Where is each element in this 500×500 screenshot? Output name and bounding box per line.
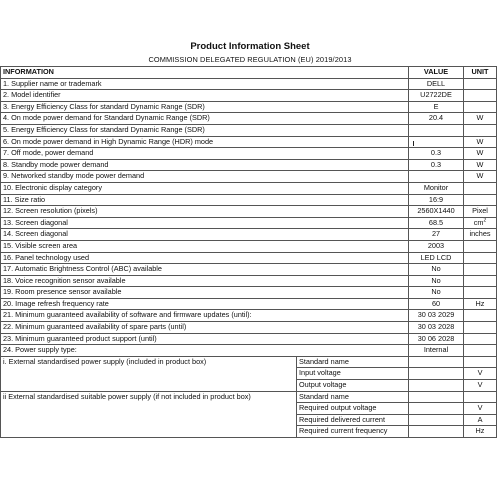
row-unit: W [464, 148, 497, 160]
row-value: 60 [409, 298, 464, 310]
power-supply-row [1, 380, 497, 392]
power-supply-row [1, 403, 497, 415]
row-label: 23. Minimum guaranteed product support (until) [1, 333, 409, 345]
power-param-value [409, 356, 464, 368]
table-row [1, 171, 497, 183]
power-param-name: Output voltage [297, 380, 409, 392]
row-unit: inches [464, 229, 497, 241]
row-unit [464, 322, 497, 334]
power-param-name: Standard name [297, 391, 409, 403]
power-param-name: Required current frequency [297, 426, 409, 438]
row-label: 16. Panel technology used [1, 252, 409, 264]
table-row [1, 345, 497, 357]
row-label: 4. On mode power demand for Standard Dynamic Range (SDR) [1, 113, 409, 125]
row-unit [464, 310, 497, 322]
row-value: No [409, 275, 464, 287]
power-param-value [409, 414, 464, 426]
row-unit: Pixel [464, 206, 497, 218]
row-value: 30 06 2028 [409, 333, 464, 345]
row-value: 30 03 2028 [409, 322, 464, 334]
row-label: 8. Standby mode power demand [1, 159, 409, 171]
external-supply-label-cont [1, 414, 297, 426]
table-row [1, 217, 497, 229]
power-param-value [409, 380, 464, 392]
table-row [1, 333, 497, 345]
row-label: 2. Model identifier [1, 90, 409, 102]
table-header-row [1, 67, 497, 79]
power-param-value [409, 426, 464, 438]
row-value: U2722DE [409, 90, 464, 102]
table-row [1, 322, 497, 334]
table-row [1, 90, 497, 102]
row-label: 10. Electronic display category [1, 182, 409, 194]
table-row [1, 182, 497, 194]
row-label: 11. Size ratio [1, 194, 409, 206]
power-param-name: Required output voltage [297, 403, 409, 415]
row-unit [464, 194, 497, 206]
row-unit: W [464, 136, 497, 148]
row-label: 18. Voice recognition sensor available [1, 275, 409, 287]
row-label: 3. Energy Efficiency Class for standard Dynamic Range (SDR) [1, 101, 409, 113]
table-row [1, 136, 497, 148]
row-value: 0.3 [409, 159, 464, 171]
row-unit [464, 287, 497, 299]
row-value: Internal [409, 345, 464, 357]
power-param-unit [464, 356, 497, 368]
row-unit [464, 275, 497, 287]
power-supply-row [1, 356, 497, 368]
power-param-unit: V [464, 403, 497, 415]
row-label: 19. Room presence sensor available [1, 287, 409, 299]
row-unit [464, 101, 497, 113]
row-value: 2003 [409, 240, 464, 252]
row-label: 1. Supplier name or trademark [1, 78, 409, 90]
power-param-name: Standard name [297, 356, 409, 368]
row-value: 16:9 [409, 194, 464, 206]
row-unit [464, 124, 497, 136]
unit-superscript: 2 [483, 217, 487, 224]
table-row [1, 206, 497, 218]
power-param-unit: V [464, 368, 497, 380]
product-information-table [0, 66, 497, 438]
row-value [409, 124, 464, 136]
row-label: 20. Image refresh frequency rate [1, 298, 409, 310]
row-label: 9. Networked standby mode power demand [1, 171, 409, 183]
row-value: 68.5 [409, 217, 464, 229]
row-label: 13. Screen diagonal [1, 217, 409, 229]
table-row [1, 101, 497, 113]
table-row [1, 264, 497, 276]
row-value: 27 [409, 229, 464, 241]
table-row [1, 194, 497, 206]
row-value [409, 136, 464, 148]
power-param-name: Required delivered current [297, 414, 409, 426]
row-unit [464, 90, 497, 102]
row-unit [464, 264, 497, 276]
power-param-value [409, 403, 464, 415]
power-param-unit: A [464, 414, 497, 426]
row-value: 20.4 [409, 113, 464, 125]
row-unit: Hz [464, 298, 497, 310]
row-value: LED LCD [409, 252, 464, 264]
internal-supply-label: i. External standardised power supply (included in product box) [1, 356, 297, 368]
row-unit [464, 240, 497, 252]
row-unit [464, 78, 497, 90]
row-unit [464, 345, 497, 357]
sheet-title: Product Information Sheet [190, 41, 310, 52]
table-row [1, 159, 497, 171]
row-value: DELL [409, 78, 464, 90]
external-supply-label-cont [1, 403, 297, 415]
row-value: 2560X1440 [409, 206, 464, 218]
internal-supply-label-cont [1, 368, 297, 380]
row-unit [464, 217, 497, 229]
row-value [409, 171, 464, 183]
power-param-unit: V [464, 380, 497, 392]
row-label: 24. Power supply type: [1, 345, 409, 357]
row-value: Monitor [409, 182, 464, 194]
row-unit [464, 333, 497, 345]
table-row [1, 275, 497, 287]
unit-text: cm [473, 217, 484, 227]
table-row [1, 229, 497, 241]
row-unit: W [464, 113, 497, 125]
row-value: E [409, 101, 464, 113]
external-supply-label-cont [1, 426, 297, 438]
power-supply-row [1, 391, 497, 403]
row-label: 6. On mode power demand in High Dynamic Range (HDR) mode [1, 136, 409, 148]
table-row [1, 78, 497, 90]
row-label: 22. Minimum guaranteed availability of spare parts (until) [1, 322, 409, 334]
internal-supply-label-cont [1, 380, 297, 392]
row-value: 0.3 [409, 148, 464, 160]
power-param-unit [464, 391, 497, 403]
row-label: 14. Screen diagonal [1, 229, 409, 241]
power-param-unit: Hz [464, 426, 497, 438]
row-label: 17. Automatic Brightness Control (ABC) available [1, 264, 409, 276]
row-value: No [409, 264, 464, 276]
row-label: 7. Off mode, power demand [1, 148, 409, 160]
row-value: 30 03 2029 [409, 310, 464, 322]
row-unit [464, 252, 497, 264]
table-row [1, 240, 497, 252]
power-supply-row [1, 368, 497, 380]
table-row [1, 113, 497, 125]
power-param-value [409, 368, 464, 380]
row-unit: W [464, 171, 497, 183]
power-supply-row [1, 426, 497, 438]
cell-marker [413, 141, 414, 146]
row-label: 15. Visible screen area [1, 240, 409, 252]
value-header: VALUE [409, 67, 464, 79]
table-row [1, 298, 497, 310]
external-supply-label: ii External standardised suitable power supply (if not included in product box) [1, 391, 297, 403]
row-unit: W [464, 159, 497, 171]
row-label: 12. Screen resolution (pixels) [1, 206, 409, 218]
information-header: INFORMATION [1, 67, 409, 79]
table-row [1, 124, 497, 136]
row-label: 21. Minimum guaranteed availability of software and firmware updates (until): [1, 310, 409, 322]
table-row [1, 148, 497, 160]
power-param-value [409, 391, 464, 403]
power-param-name: Input voltage [297, 368, 409, 380]
power-supply-row [1, 414, 497, 426]
regulation-subtitle: COMMISSION DELEGATED REGULATION (EU) 2019/2013 [148, 55, 352, 64]
table-row [1, 287, 497, 299]
row-label: 5. Energy Efficiency Class for standard Dynamic Range (SDR) [1, 124, 409, 136]
table-row [1, 310, 497, 322]
row-value: No [409, 287, 464, 299]
unit-header: UNIT [464, 67, 497, 79]
row-unit [464, 182, 497, 194]
table-row [1, 252, 497, 264]
